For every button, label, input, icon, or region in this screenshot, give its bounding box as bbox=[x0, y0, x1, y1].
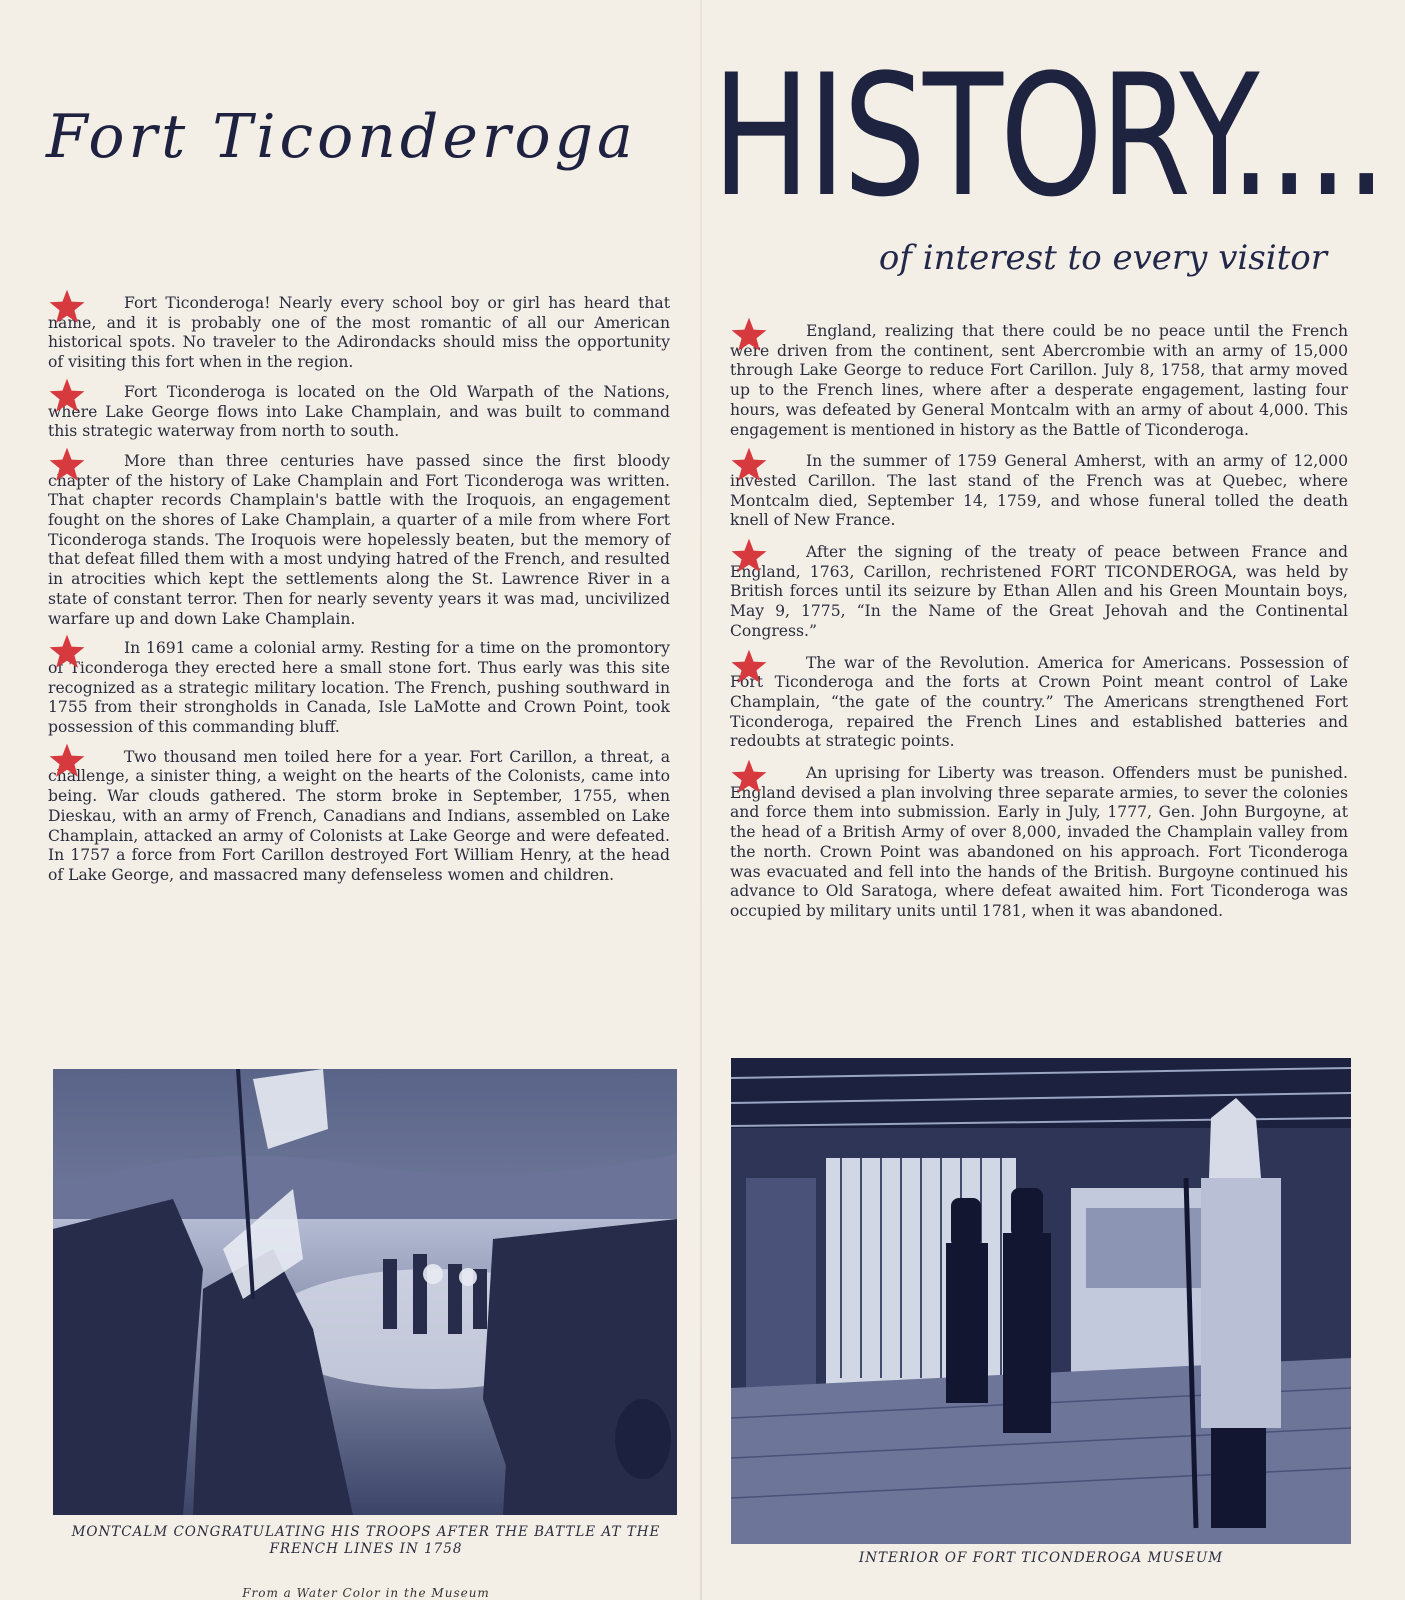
battle-painting-credit: From a Water Color in the Museum bbox=[242, 1586, 490, 1600]
page-fold bbox=[700, 0, 702, 1600]
paragraph-text: An uprising for Liberty was treason. Offenders must be punished. England devised a plan involving three separate armies, to sever the colonies and force them into submission. Early in July, 1777, Gen. John Burgoyne, at the head of a British Army of over 8,000, invaded the Champlain valley from the north. Crown Point was abandoned on his approach. Fort Ticonderoga was evacuated and fell into the hands of the British. Burgoyne continued his advance to Old Saratoga, where defeat awaited him. Fort Ticonderoga was occupied by military units until 1781, when it was abandoned. bbox=[730, 764, 1348, 920]
paragraph bbox=[730, 764, 1348, 922]
title-script: Fort Ticonderoga bbox=[46, 102, 637, 172]
paragraph bbox=[48, 383, 670, 442]
paragraph bbox=[48, 452, 670, 629]
paragraph-text: The war of the Revolution. America for Americans. Possession of Fort Ticonderoga and the forts at Crown Point meant control of Lake Champlain, “the gate of the country.” The Americans strengthened Fort Ticonderoga, repaired the French Lines and established batteries and redoubts at strategic points. bbox=[730, 653, 1348, 751]
red-star-icon bbox=[730, 316, 768, 354]
red-star-icon bbox=[48, 446, 86, 484]
paragraph bbox=[48, 294, 670, 373]
red-star-icon bbox=[48, 633, 86, 671]
museum-interior-image bbox=[731, 1058, 1351, 1544]
paragraph-text: After the signing of the treaty of peace between France and England, 1763, Carillon, rechristened FORT TICONDEROGA, was held by British forces until its seizure by Ethan Allen and his Green Mountain boys, May 9, 1775, “In the Name of the Great Jehovah and the Continental Congress.” bbox=[730, 543, 1348, 640]
battle-painting-image bbox=[53, 1069, 677, 1515]
paragraph-text: Fort Ticonderoga is located on the Old Warpath of the Nations, where Lake George flows into Lake Champlain, and was built to command this strategic waterway from north to south. bbox=[48, 382, 670, 441]
museum-interior-caption: INTERIOR OF FORT TICONDEROGA MUSEUM bbox=[858, 1550, 1224, 1566]
paragraph bbox=[48, 639, 670, 738]
paragraph-text: More than three centuries have passed since the first bloody chapter of the history of Lake Champlain and Fort Ticonderoga was written. That chapter records Champlain's battle with the Iroquois, an engagement fought on the shores of Lake Champlain, a quarter of a mile from where Fort Ticonderoga stands. The Iroquois were hopelessly beaten, but the memory of that defeat filled them with a most undying hatred of the French, and resulted in atrocities which kept the settlements along the St. Lawrence River in a state of constant terror. Then for nearly seventy years it was mad, uncivilized warfare up and down Lake Champlain. bbox=[48, 451, 670, 628]
paragraph bbox=[730, 654, 1348, 753]
paragraph bbox=[48, 748, 670, 886]
title-history: HISTORY.... bbox=[712, 38, 1385, 234]
subtitle: of interest to every visitor bbox=[878, 238, 1327, 278]
paragraph-text: In 1691 came a colonial army. Resting for a time on the promontory of Ticonderoga they erected here a small stone fort. Thus early was this site recognized as a strategic military location. The French, pushing southward in 1755 from their strongholds in Canada, Isle LaMotte and Crown Point, took possession of this commanding bluff. bbox=[48, 639, 670, 737]
red-star-icon bbox=[48, 288, 86, 326]
red-star-icon bbox=[730, 758, 768, 796]
paragraph bbox=[730, 322, 1348, 440]
paragraph-text: Two thousand men toiled here for a year. Fort Carillon, a threat, a challenge, a sinister thing, a weight on the hearts of the Colonists, came into being. War clouds gathered. The storm broke in September, 1755, when Dieskau, with an army of French, Canadians and Indians, assembled on Lake Champlain, attacked an army of Colonists at Lake George and were defeated. In 1757 a force from Fort Carillon destroyed Fort William Henry, at the head of Lake George, and massacred many defenseless women and children. bbox=[48, 747, 670, 884]
right-column bbox=[730, 322, 1348, 934]
red-star-icon bbox=[730, 537, 768, 575]
paragraph bbox=[730, 452, 1348, 531]
paragraph bbox=[730, 543, 1348, 642]
paragraph-text: England, realizing that there could be no peace until the French were driven from the continent, sent Abercrombie with an army of 15,000 through Lake George to reduce Fort Carillon. July 8, 1758, that army moved up to the French lines, where after a desperate engagement, lasting four hours, was defeated by General Montcalm with an army of about 4,000. This engagement is mentioned in history as the Battle of Ticonderoga. bbox=[730, 322, 1348, 439]
paragraph-text: In the summer of 1759 General Amherst, with an army of 12,000 invested Carillon. The last stand of the French was at Quebec, where Montcalm died, September 14, 1759, and whose funeral tolled the death knell of New France. bbox=[730, 452, 1348, 530]
left-column bbox=[48, 294, 670, 896]
red-star-icon bbox=[48, 742, 86, 780]
red-star-icon bbox=[730, 648, 768, 686]
paragraph-text: Fort Ticonderoga! Nearly every school boy or girl has heard that name, and it is probably one of the most romantic of all our American historical spots. No traveler to the Adirondacks should miss the opportunity of visiting this fort when in the region. bbox=[48, 294, 670, 372]
red-star-icon bbox=[48, 377, 86, 415]
battle-painting-caption: MONTCALM CONGRATULATING HIS TROOPS AFTER THE BATTLE AT THE FRENCH LINES IN 1758 bbox=[71, 1524, 661, 1557]
red-star-icon bbox=[730, 446, 768, 484]
